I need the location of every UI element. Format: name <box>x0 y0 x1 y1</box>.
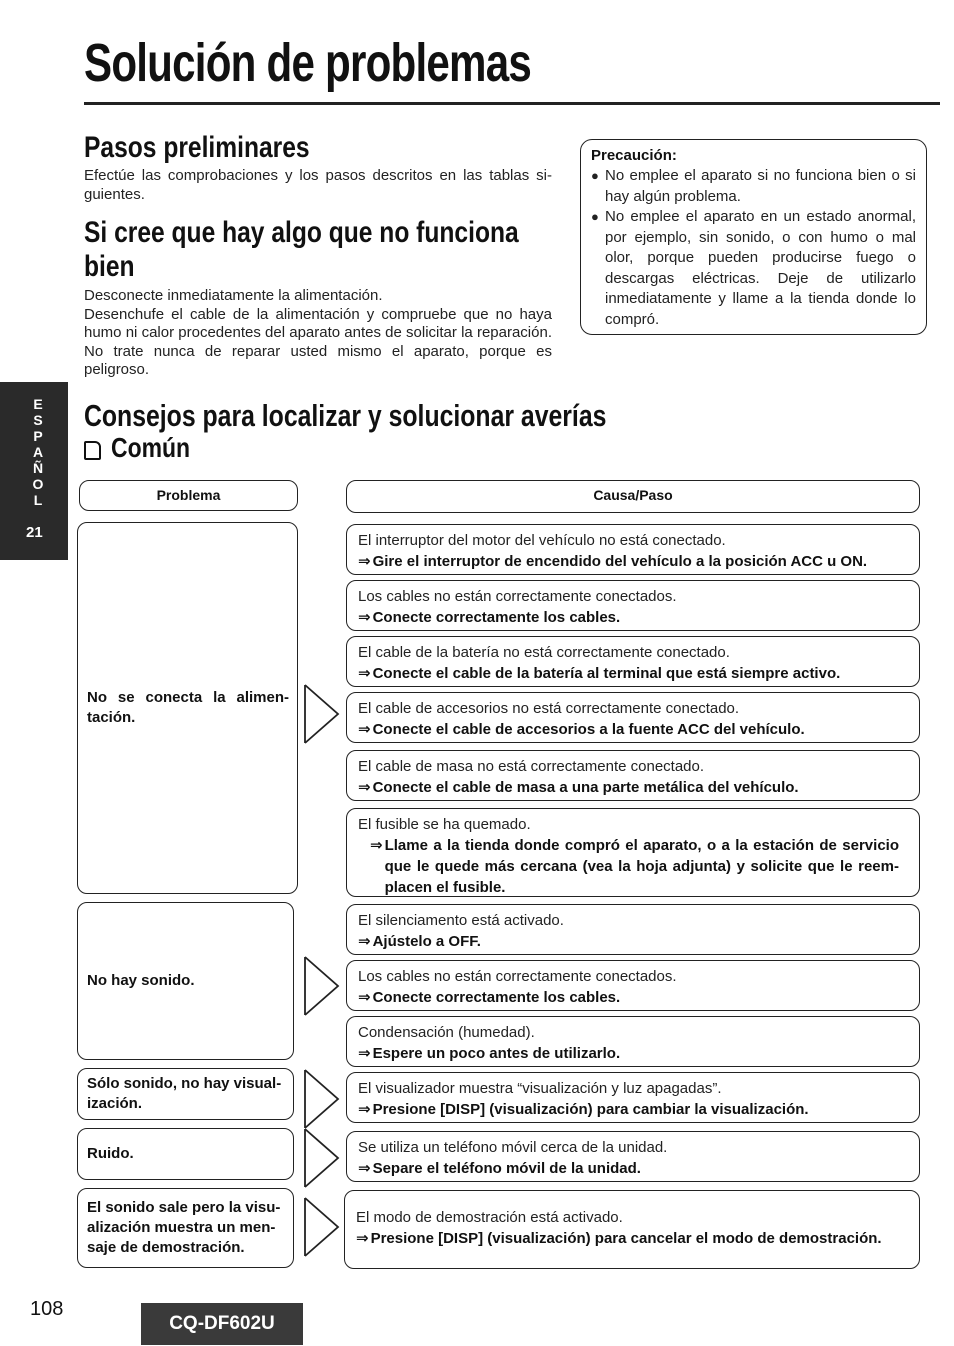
step-label: Gire el interruptor de encendido del vehículo a la posición ACC u ON. <box>372 553 868 570</box>
right-arrow-icon: ⇒ <box>358 779 371 796</box>
cause-text: El silenciamento está activado. <box>358 912 564 929</box>
problem-box <box>77 902 294 1060</box>
right-arrow-icon: ⇒ <box>358 989 371 1006</box>
cause-box <box>346 636 920 687</box>
problem-text: Ruido. <box>87 1145 134 1162</box>
right-arrow-icon: ⇒ <box>358 1160 371 1177</box>
precaution-title: Precaución: <box>591 147 677 164</box>
cause-box <box>346 1131 920 1182</box>
cause-box <box>346 524 920 575</box>
step-label: Llame a la tienda donde compró el aparato, o a la estación de servicio que le quede más cercana (vea la hoja adjunta) y solicite que le reem-placen el fusible. <box>384 837 899 896</box>
bullet-icon: ● <box>591 168 599 183</box>
cause-box <box>346 750 920 801</box>
right-arrow-icon: ⇒ <box>370 837 383 854</box>
cause-text: El cable de masa no está correctamente conectado. <box>358 758 705 775</box>
step-label: Ajústelo a OFF. <box>372 933 481 950</box>
problem-box <box>77 1068 294 1120</box>
step-text <box>358 607 909 628</box>
tab-letter: S <box>33 412 43 428</box>
right-arrow-icon: ⇒ <box>358 553 371 570</box>
step-label: Espere un poco antes de utilizarlo. <box>372 1045 621 1062</box>
step-label: Conecte correctamente los cables. <box>372 609 621 626</box>
sicree-line-1: Desconecte inmediatamente la alimentación. <box>84 287 383 304</box>
problem-text: Sólo sonido, no hay visual-ización. <box>87 1075 282 1112</box>
tab-letter: P <box>33 428 43 444</box>
step-label: Conecte el cable de la batería al terminal que está siempre activo. <box>372 665 841 682</box>
cause-text: El visualizador muestra “visualización y luz apagadas”. <box>358 1080 722 1097</box>
comun-heading-row <box>84 432 207 464</box>
tab-letter: E <box>33 396 43 412</box>
tab-letter: L <box>33 492 43 508</box>
problem-box <box>77 522 298 894</box>
cause-header: Causa/Paso <box>346 480 920 513</box>
tab-letter: O <box>32 476 44 492</box>
bullet-icon: ● <box>591 209 599 224</box>
pasos-text: Efectúe las comprobaciones y los pasos descritos en las tablas si-guientes. <box>84 167 552 203</box>
tab-letter: Ñ <box>32 460 44 476</box>
cause-box <box>346 1016 920 1067</box>
step-text <box>358 987 909 1008</box>
cause-box <box>346 580 920 631</box>
step-label: Conecte el cable de accesorios a la fuente ACC del vehículo. <box>372 721 805 738</box>
cause-text: Los cables no están correctamente conectados. <box>358 588 677 605</box>
right-arrow-icon: ⇒ <box>358 1045 371 1062</box>
sicree-heading: Si cree que hay algo que no funciona bien <box>84 216 519 283</box>
pointer-triangle-icon <box>302 955 342 1017</box>
pointer-triangle-icon <box>302 1196 342 1258</box>
consejos-heading: Consejos para localizar y solucionar averías <box>84 398 607 433</box>
section-square-icon <box>84 441 101 460</box>
cause-text: El fusible se ha quemado. <box>358 816 531 833</box>
problem-box <box>77 1188 294 1268</box>
step-text <box>358 663 909 684</box>
step-text <box>358 719 909 740</box>
precaution-item <box>591 207 916 330</box>
right-arrow-icon: ⇒ <box>358 609 371 626</box>
cause-box <box>346 960 920 1011</box>
pasos-heading: Pasos preliminares <box>84 131 310 164</box>
pointer-triangle-icon <box>302 1127 342 1189</box>
cause-text: Se utiliza un teléfono móvil cerca de la unidad. <box>358 1139 668 1156</box>
problem-header: Problema <box>79 480 298 511</box>
page-number: 108 <box>30 1298 64 1320</box>
right-arrow-icon: ⇒ <box>358 933 371 950</box>
sicree-line-2: Desenchufe el cable de la alimentación y compruebe que no haya humo ni calor procedentes del aparato antes de solicitar la reparación. No trate nunca de reparar usted mismo el aparato, porque es peligroso. <box>84 305 552 378</box>
cause-text: El modo de demostración está activado. <box>356 1209 623 1226</box>
step-text <box>356 1228 909 1249</box>
step-text <box>358 777 909 798</box>
cause-text: El cable de accesorios no está correctamente conectado. <box>358 700 740 717</box>
tab-letter: A <box>32 444 44 460</box>
tab-page-number: 21 <box>26 524 43 541</box>
precaution-box <box>580 139 927 335</box>
model-badge: CQ-DF602U <box>141 1303 303 1345</box>
step-text <box>358 1158 909 1179</box>
right-arrow-icon: ⇒ <box>358 1101 371 1118</box>
problem-text: El sonido sale pero la visu-alización muestra un men-saje de demostración. <box>87 1199 281 1256</box>
right-arrow-icon: ⇒ <box>356 1230 369 1247</box>
problem-text: No se conecta la alimen-tación. <box>87 689 289 726</box>
step-label: Presione [DISP] (visualización) para cambiar la visualización. <box>372 1101 809 1118</box>
pointer-triangle-icon <box>302 1068 342 1130</box>
sicree-text <box>84 287 552 380</box>
cause-box <box>346 808 920 897</box>
step-text <box>358 835 909 898</box>
step-label: Presione [DISP] (visualización) para cancelar el modo de demostración. <box>370 1230 882 1247</box>
page-title: Solución de problemas <box>84 33 532 93</box>
cause-text: Condensación (humedad). <box>358 1024 535 1041</box>
step-label: Separe el teléfono móvil de la unidad. <box>372 1160 641 1177</box>
problem-box <box>77 1128 294 1180</box>
cause-text: El interruptor del motor del vehículo no está conectado. <box>358 532 726 549</box>
cause-text: El cable de la batería no está correctamente conectado. <box>358 644 730 661</box>
cause-box <box>346 1072 920 1123</box>
cause-box <box>346 692 920 743</box>
problem-text: No hay sonido. <box>87 972 195 989</box>
precaution-item <box>591 166 916 207</box>
step-text <box>358 1043 909 1064</box>
language-side-tab <box>0 382 68 560</box>
precaution-item-text: No emplee el aparato en un estado anormal, por ejemplo, sin sonido, o con humo o mal olor, porque pueden producirse fuego o descargas eléctricas. Deje de utilizarlo inmediatamente y llame a la tienda donde lo compró. <box>605 208 916 328</box>
precaution-item-text: No emplee el aparato si no funciona bien o si hay algún problema. <box>605 167 916 205</box>
step-label: Conecte correctamente los cables. <box>372 989 621 1006</box>
step-text <box>358 931 909 952</box>
step-text <box>358 551 909 572</box>
comun-heading: Común <box>111 432 191 463</box>
title-divider <box>84 102 940 105</box>
cause-box <box>344 1190 920 1269</box>
right-arrow-icon: ⇒ <box>358 665 371 682</box>
pointer-triangle-icon <box>302 683 342 745</box>
language-tab-letters <box>31 396 45 508</box>
cause-text: Los cables no están correctamente conectados. <box>358 968 677 985</box>
cause-box <box>346 904 920 955</box>
right-arrow-icon: ⇒ <box>358 721 371 738</box>
step-text <box>358 1099 909 1120</box>
step-label: Conecte el cable de masa a una parte metálica del vehículo. <box>372 779 799 796</box>
